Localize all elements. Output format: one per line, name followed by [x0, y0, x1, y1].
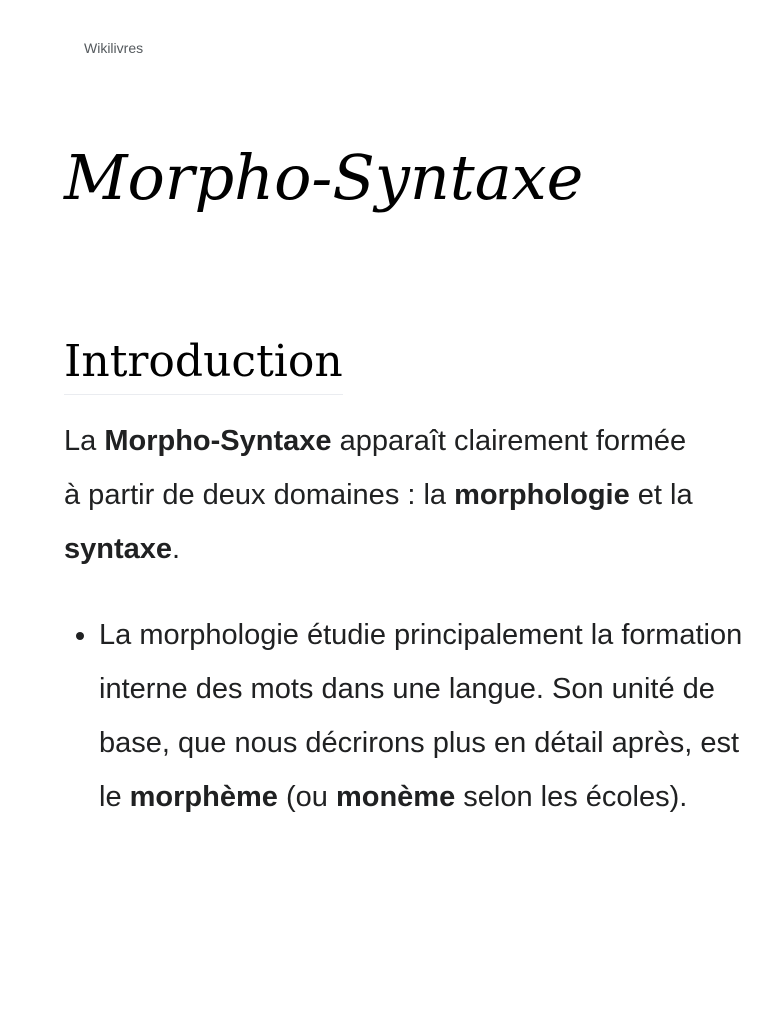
paragraph-text: et la — [629, 479, 693, 511]
section-heading-introduction: Introduction — [64, 334, 343, 395]
bullet-list — [64, 608, 749, 824]
paragraph-text: . — [172, 533, 181, 565]
site-name-link[interactable]: Wikilivres — [84, 40, 144, 56]
term-moneme: monème — [335, 781, 456, 813]
term-morpho-syntaxe: Morpho-Syntaxe — [104, 425, 332, 457]
term-morphologie: morphologie — [454, 479, 630, 511]
list-item-text: (ou — [277, 781, 336, 813]
page-title: Morpho-Syntaxe — [64, 141, 584, 214]
intro-paragraph — [64, 414, 704, 576]
list-item — [99, 608, 749, 824]
paragraph-text: apparaît clairement formée à partir de deux domaines : la — [64, 425, 687, 511]
term-syntaxe: syntaxe — [64, 533, 173, 565]
list-item-text: La morphologie étudie principalement la formation interne des mots dans une langue. Son unité de base, que nous décrirons plus en détail après, est le — [99, 619, 743, 813]
term-morpheme: morphème — [129, 781, 278, 813]
paragraph-text: La — [64, 425, 105, 457]
list-item-text: selon les écoles). — [455, 781, 688, 813]
